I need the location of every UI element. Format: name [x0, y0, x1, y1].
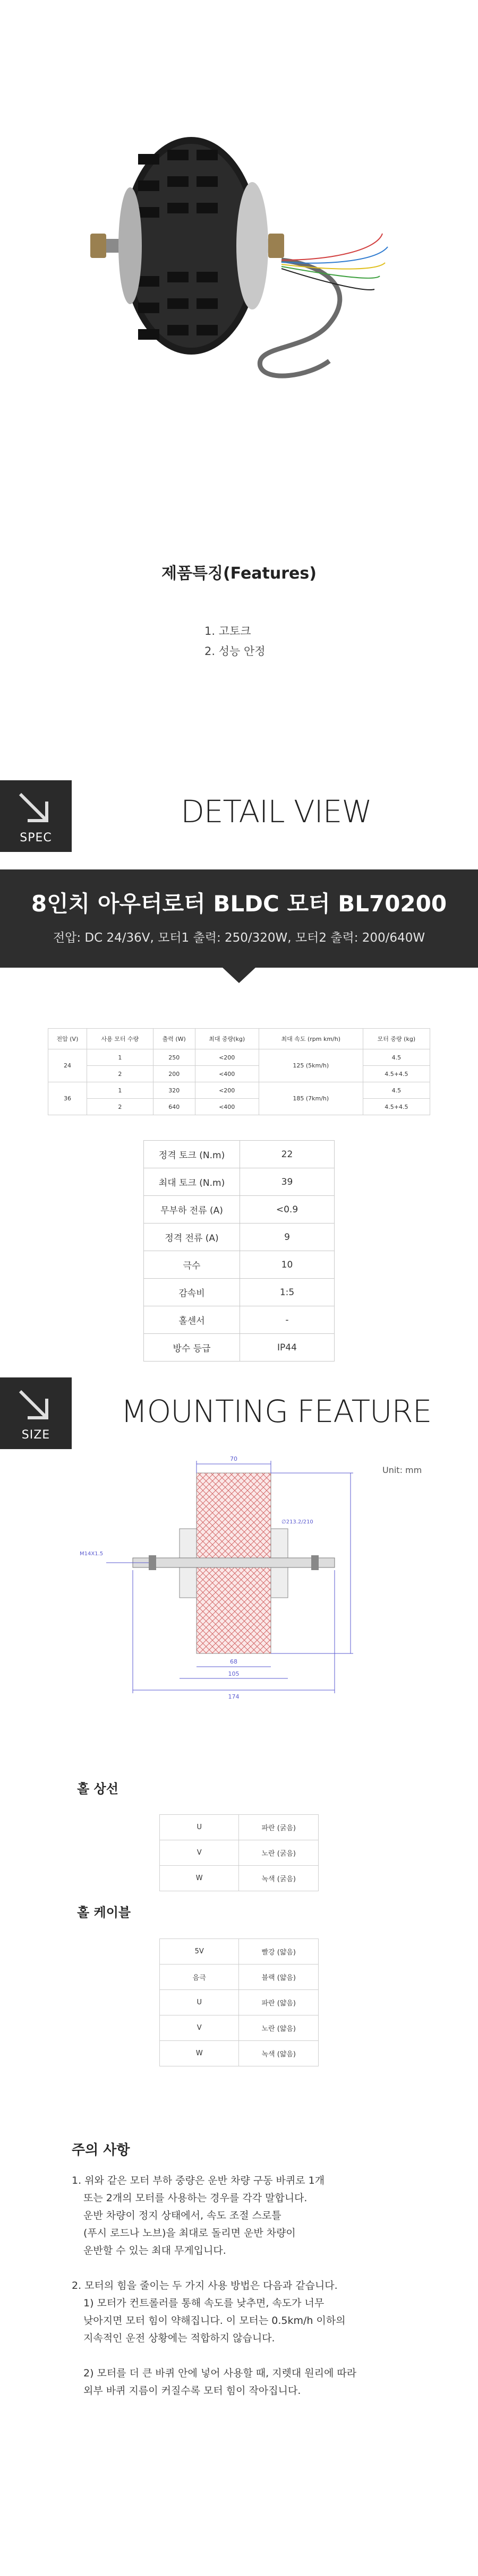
table-cell: <200: [195, 1049, 259, 1066]
note-line: 2) 모터를 더 큰 바퀴 안에 넣어 사용할 때, 지렛대 원리에 따라: [83, 2367, 357, 2379]
product-banner: [0, 869, 478, 968]
table-header: 출력 (W): [153, 1029, 195, 1049]
detail-view-title: DETAIL VIEW: [181, 794, 372, 830]
spec-value: 9: [240, 1224, 335, 1251]
table-cell: 200: [153, 1066, 195, 1082]
table-header: 최대 중량(kg): [195, 1029, 259, 1049]
table-row: [144, 1141, 335, 1168]
spec-value: 22: [240, 1141, 335, 1168]
table-cell: 250: [153, 1049, 195, 1066]
table-cell: 4.5: [363, 1049, 430, 1066]
hall-wires-title: 홀 상선: [77, 1781, 118, 1796]
table-cell: 125 (5km/h): [259, 1049, 363, 1082]
product-image: [80, 133, 398, 409]
table-cell: 4.5+4.5: [363, 1066, 430, 1082]
banner-notch: [222, 967, 256, 983]
note-line: 운반할 수 있는 최대 무게입니다.: [83, 2245, 226, 2256]
note-line: [72, 2347, 454, 2365]
wire-value: 녹색 (굵음): [239, 1866, 319, 1891]
table-row: [144, 1251, 335, 1279]
spec-key: 최대 토크 (N.m): [144, 1168, 240, 1196]
table-header: 전압 (V): [48, 1029, 87, 1049]
table-row: [144, 1196, 335, 1224]
spec-table: [48, 1028, 430, 1115]
cable-value: 녹색 (얇음): [239, 2041, 319, 2066]
spec-key: 감속비: [144, 1279, 240, 1306]
note-line: 운반 차량이 정지 상태에서, 속도 조절 스로틀: [83, 2210, 281, 2221]
table-row: [160, 1939, 319, 1965]
unit-label: Unit: mm: [382, 1465, 422, 1475]
note-line: 지속적인 운전 상황에는 적합하지 않습니다.: [83, 2332, 275, 2344]
dim-side-label: ∅213.2/210: [281, 1519, 313, 1525]
notes-title: 주의 사항: [72, 2142, 130, 2158]
banner-subtitle: 전압: DC 24/36V, 모터1 출력: 250/320W, 모터2 출력: 200/640W: [53, 931, 425, 945]
table-header-row: [48, 1029, 430, 1049]
dim-top-label: 70: [230, 1455, 237, 1462]
table-cell: 1: [87, 1082, 153, 1099]
hall-cable-table: [159, 1939, 319, 2066]
table-cell: 24: [48, 1049, 87, 1082]
spec-value: -: [240, 1306, 335, 1334]
wire-value: 파란 (굵음): [239, 1815, 319, 1840]
arrow-down-right-icon: [16, 1387, 56, 1424]
table-row: [144, 1168, 335, 1196]
table-row: [48, 1049, 430, 1066]
cable-value: 블랙 (얇음): [239, 1965, 319, 1990]
note-line: 외부 바퀴 지름이 커질수록 모터 힘이 작아집니다.: [83, 2385, 301, 2397]
table-header: 최대 속도 (rpm km/h): [259, 1029, 363, 1049]
banner-title: 8인치 아우터로터 BLDC 모터 BL70200: [31, 891, 447, 917]
spec-tag-label: SPEC: [20, 831, 52, 845]
cable-value: 빨강 (얇음): [239, 1939, 319, 1965]
spec-key: 정격 전류 (A): [144, 1224, 240, 1251]
cable-key: 음극: [160, 1965, 239, 1990]
table-row: [144, 1279, 335, 1306]
wire-key: U: [160, 1815, 239, 1840]
wire-value: 노란 (굵음): [239, 1840, 319, 1866]
table-header: 사용 모터 수량: [87, 1029, 153, 1049]
table-row: [48, 1066, 430, 1082]
note-line: 2. 모터의 힘을 줄이는 두 가지 사용 방법은 다음과 같습니다.: [72, 2280, 338, 2291]
wire-key: W: [160, 1866, 239, 1891]
table-row: [160, 1965, 319, 1990]
cable-value: 노란 (얇음): [239, 2015, 319, 2041]
note-line: (푸시 로드나 노브)을 최대로 돌리면 운반 차량이: [83, 2227, 296, 2239]
table-row: [48, 1099, 430, 1115]
spec-table-2: [143, 1140, 335, 1362]
spec-key: 무부하 전류 (A): [144, 1196, 240, 1224]
arrow-down-right-icon: [16, 790, 56, 827]
hall-cable-title: 홀 케이블: [77, 1905, 131, 1920]
cable-key: V: [160, 2015, 239, 2041]
mounting-drawing: [53, 1449, 446, 1725]
dim-bottom-label: 105: [228, 1670, 240, 1677]
feature-item: 1. 고토크: [204, 625, 251, 637]
table-header: 모터 중량 (kg): [363, 1029, 430, 1049]
table-row: [144, 1224, 335, 1251]
dim-bottom-label: 68: [230, 1658, 237, 1665]
dim-left-label: M14X1.5: [80, 1551, 104, 1557]
feature-item: 2. 성능 안정: [204, 645, 266, 658]
spec-value: 39: [240, 1168, 335, 1196]
table-cell: 1: [87, 1049, 153, 1066]
cable-key: W: [160, 2041, 239, 2066]
note-line: 낮아지면 모터 힘이 약해집니다. 이 모터는 0.5km/h 이하의: [83, 2315, 346, 2327]
spec-value: 1:5: [240, 1279, 335, 1306]
spec-key: 방수 등급: [144, 1334, 240, 1362]
table-cell: <400: [195, 1066, 259, 1082]
table-cell: 4.5: [363, 1082, 430, 1099]
table-cell: 36: [48, 1082, 87, 1115]
table-row: [160, 1990, 319, 2015]
cable-value: 파란 (얇음): [239, 1990, 319, 2015]
size-tag: [0, 1377, 72, 1449]
spec-value: 10: [240, 1251, 335, 1279]
table-row: [160, 2041, 319, 2066]
hall-wires-table: [159, 1814, 319, 1891]
table-row: [160, 1815, 319, 1840]
notes-body: [72, 2172, 454, 2400]
table-cell: 320: [153, 1082, 195, 1099]
table-row: [160, 2015, 319, 2041]
dimension-drawing: [53, 1449, 446, 1725]
spec-key: 정격 토크 (N.m): [144, 1141, 240, 1168]
cable-key: 5V: [160, 1939, 239, 1965]
table-cell: 640: [153, 1099, 195, 1115]
features-title: 제품특징(Features): [161, 564, 317, 583]
table-row: [160, 1866, 319, 1891]
features-list: [204, 621, 266, 661]
table-row: [144, 1334, 335, 1362]
spec-key: 홀센서: [144, 1306, 240, 1334]
mounting-feature-title: MOUNTING FEATURE: [121, 1393, 432, 1429]
table-row: [160, 1840, 319, 1866]
wire-key: V: [160, 1840, 239, 1866]
table-cell: 185 (7km/h): [259, 1082, 363, 1115]
table-cell: <200: [195, 1082, 259, 1099]
spec-value: <0.9: [240, 1196, 335, 1224]
spec-value: IP44: [240, 1334, 335, 1362]
table-cell: <400: [195, 1099, 259, 1115]
table-cell: 4.5+4.5: [363, 1099, 430, 1115]
size-tag-label: SIZE: [21, 1428, 50, 1442]
table-cell: 2: [87, 1099, 153, 1115]
note-line: 또는 2개의 모터를 사용하는 경우를 각각 말합니다.: [83, 2192, 308, 2204]
table-row: [48, 1082, 430, 1099]
spec-key: 극수: [144, 1251, 240, 1279]
hub-motor-illustration: [80, 133, 398, 409]
spec-tag: [0, 780, 72, 852]
note-line: 1. 위와 같은 모터 부하 중량은 운반 차량 구동 바퀴로 1개: [72, 2175, 325, 2186]
table-cell: 2: [87, 1066, 153, 1082]
cable-key: U: [160, 1990, 239, 2015]
table-row: [144, 1306, 335, 1334]
note-line: [72, 2260, 454, 2277]
dim-bottom-label: 174: [228, 1693, 240, 1700]
note-line: 1) 모터가 컨트롤러를 통해 속도를 낮추면, 속도가 너무: [83, 2297, 325, 2309]
